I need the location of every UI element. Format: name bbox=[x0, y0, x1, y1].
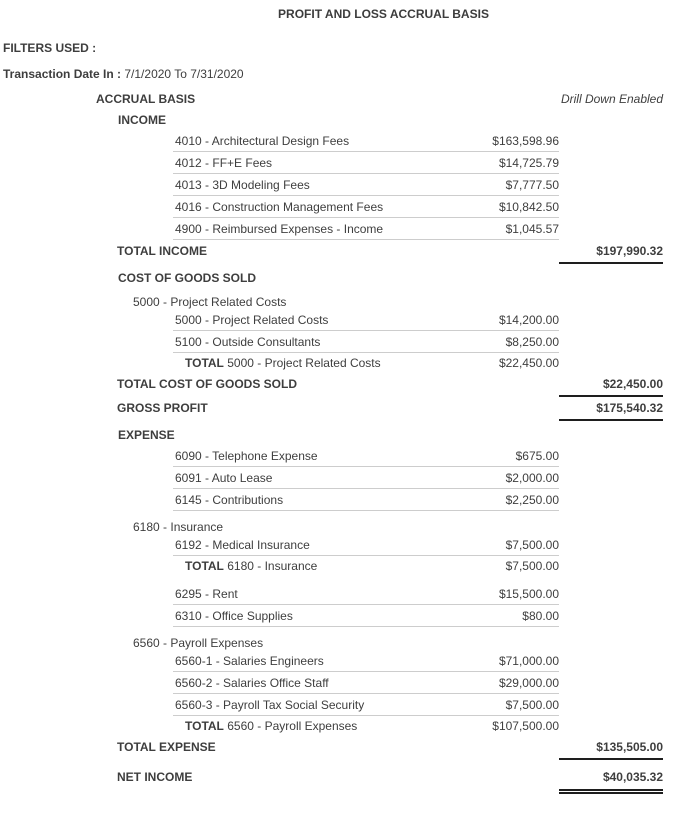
row-label bbox=[117, 244, 207, 258]
row-label bbox=[117, 770, 192, 784]
row-label bbox=[175, 335, 320, 349]
total-prefix: TOTAL bbox=[185, 719, 224, 733]
filter-value: 7/1/2020 To 7/31/2020 bbox=[124, 67, 244, 81]
account-row-6091-auto-lease[interactable] bbox=[0, 467, 687, 489]
account-row-4900-reimbursed-expenses-income[interactable] bbox=[0, 218, 687, 240]
account-row-6560-3-payroll-tax-social-security[interactable] bbox=[0, 694, 687, 716]
row-label bbox=[175, 200, 383, 214]
row-amount: $107,500.00 bbox=[492, 719, 559, 733]
row-label bbox=[175, 313, 328, 327]
row-label bbox=[175, 609, 293, 623]
account-name-text: 6192 - Medical Insurance bbox=[175, 537, 310, 552]
account-name-text: GROSS PROFIT bbox=[117, 401, 208, 415]
total-amount: $40,035.32 bbox=[602, 770, 663, 784]
account-row-4016-construction-management-fees[interactable] bbox=[0, 196, 687, 218]
account-name-text: 5000 - Project Related Costs bbox=[133, 294, 287, 309]
total-amount-cell bbox=[559, 770, 663, 794]
row-label bbox=[133, 520, 223, 534]
row-label bbox=[175, 538, 310, 552]
account-name-text: INCOME bbox=[118, 113, 166, 127]
account-name-text: 6310 - Office Supplies bbox=[175, 608, 293, 623]
section-header-income bbox=[0, 112, 687, 128]
row-amount: $22,450.00 bbox=[498, 356, 559, 370]
section-total-row-total-cost-of-goods-sold bbox=[0, 377, 687, 397]
account-group-header-6180-insurance bbox=[0, 519, 687, 534]
row-label bbox=[175, 449, 318, 463]
report-body bbox=[0, 112, 687, 794]
row-amount[interactable]: $163,598.96 bbox=[492, 133, 559, 148]
row-label bbox=[118, 428, 175, 442]
account-name-text: 6295 - Rent bbox=[175, 586, 238, 601]
page-title: PROFIT AND LOSS ACCRUAL BASIS bbox=[278, 7, 489, 21]
account-name-text: 4013 - 3D Modeling Fees bbox=[175, 177, 310, 192]
drill-down-enabled-label: Drill Down Enabled bbox=[560, 92, 663, 106]
total-amount: $22,450.00 bbox=[602, 377, 663, 391]
row-amount[interactable]: $7,777.50 bbox=[505, 177, 559, 192]
row-amount[interactable]: $10,842.50 bbox=[498, 199, 559, 214]
account-row-6560-1-salaries-engineers[interactable] bbox=[0, 650, 687, 672]
row-label bbox=[118, 113, 166, 127]
report-header-row bbox=[0, 92, 687, 106]
account-name-text: TOTAL COST OF GOODS SOLD bbox=[117, 377, 298, 391]
account-row-6192-medical-insurance[interactable] bbox=[0, 534, 687, 556]
transaction-date-filter bbox=[3, 67, 687, 81]
row-label bbox=[175, 587, 238, 601]
account-row-4013-3d-modeling-fees[interactable] bbox=[0, 174, 687, 196]
section-total-row-total-expense bbox=[0, 740, 687, 760]
section-header-cost-of-goods-sold bbox=[0, 270, 687, 286]
row-amount[interactable]: $15,500.00 bbox=[498, 586, 559, 601]
account-group-header-6560-payroll-expenses bbox=[0, 635, 687, 650]
total-amount-cell bbox=[559, 377, 663, 397]
row-label bbox=[175, 222, 383, 236]
total-prefix: TOTAL bbox=[185, 559, 224, 573]
section-header-expense bbox=[0, 427, 687, 443]
account-name-text: 5000 - Project Related Costs bbox=[227, 356, 381, 370]
row-label bbox=[175, 676, 329, 690]
row-amount[interactable]: $8,250.00 bbox=[505, 334, 559, 349]
total-amount: $197,990.32 bbox=[596, 244, 663, 258]
account-row-6310-office-supplies[interactable] bbox=[0, 605, 687, 627]
row-label bbox=[185, 356, 381, 370]
account-name-text: 6560-3 - Payroll Tax Social Security bbox=[175, 697, 365, 712]
account-row-6295-rent[interactable] bbox=[0, 583, 687, 605]
net-income-row-net-income bbox=[0, 770, 687, 794]
account-name-text: TOTAL EXPENSE bbox=[117, 740, 216, 754]
total-prefix: TOTAL bbox=[185, 356, 224, 370]
section-total-row-gross-profit bbox=[0, 401, 687, 421]
account-name-text: 5000 - Project Related Costs bbox=[175, 312, 329, 327]
account-name-text: 4012 - FF+E Fees bbox=[175, 155, 273, 170]
row-label bbox=[175, 654, 324, 668]
group-total-row-6180-insurance bbox=[0, 556, 687, 576]
total-amount-cell bbox=[559, 244, 663, 264]
account-name-text: 5100 - Outside Consultants bbox=[175, 334, 321, 349]
account-row-6145-contributions[interactable] bbox=[0, 489, 687, 511]
row-label bbox=[175, 134, 349, 148]
account-name-text: 6560-1 - Salaries Engineers bbox=[175, 653, 324, 668]
account-row-4010-architectural-design-fees[interactable] bbox=[0, 130, 687, 152]
total-amount: $135,505.00 bbox=[596, 740, 663, 754]
row-amount[interactable]: $2,250.00 bbox=[505, 492, 559, 507]
row-amount[interactable]: $7,500.00 bbox=[505, 537, 559, 552]
row-label bbox=[118, 271, 256, 285]
row-label bbox=[117, 401, 208, 415]
row-amount[interactable]: $7,500.00 bbox=[505, 697, 559, 712]
account-name-text: 6180 - Insurance bbox=[133, 519, 224, 534]
row-label bbox=[117, 377, 297, 391]
account-row-6090-telephone-expense[interactable] bbox=[0, 445, 687, 467]
account-name-text: 6560-2 - Salaries Office Staff bbox=[175, 675, 329, 690]
account-name-text: 6560 - Payroll Expenses bbox=[133, 635, 264, 650]
account-name-text: 4010 - Architectural Design Fees bbox=[175, 133, 350, 148]
row-amount[interactable]: $71,000.00 bbox=[498, 653, 559, 668]
row-label bbox=[175, 471, 272, 485]
row-amount: $7,500.00 bbox=[505, 559, 559, 573]
account-name-text: 6090 - Telephone Expense bbox=[175, 448, 318, 463]
row-amount[interactable]: $14,725.79 bbox=[498, 155, 559, 170]
account-row-4012-ff-e-fees[interactable] bbox=[0, 152, 687, 174]
row-amount[interactable]: $675.00 bbox=[515, 448, 559, 463]
row-amount[interactable]: $14,200.00 bbox=[498, 312, 559, 327]
account-row-5000-project-related-costs[interactable] bbox=[0, 309, 687, 331]
account-name-text: 6180 - Insurance bbox=[227, 559, 318, 573]
row-label bbox=[175, 156, 272, 170]
row-amount[interactable]: $1,045.57 bbox=[505, 221, 559, 236]
account-name-text: NET INCOME bbox=[117, 770, 193, 784]
filters-used-heading: FILTERS USED : bbox=[3, 41, 97, 55]
row-label bbox=[175, 493, 283, 507]
row-label bbox=[185, 559, 317, 573]
account-name-text: 6145 - Contributions bbox=[175, 492, 284, 507]
account-name-text: 4900 - Reimbursed Expenses - Income bbox=[175, 221, 384, 236]
total-amount-cell bbox=[559, 740, 663, 760]
accrual-basis-label: ACCRUAL BASIS bbox=[96, 92, 196, 106]
account-name-text: COST OF GOODS SOLD bbox=[118, 271, 257, 285]
account-name-text: TOTAL INCOME bbox=[117, 244, 207, 258]
row-amount[interactable]: $2,000.00 bbox=[505, 470, 559, 485]
row-label bbox=[133, 295, 286, 309]
group-total-row-6560-payroll-expenses bbox=[0, 716, 687, 736]
account-name-text: 4016 - Construction Management Fees bbox=[175, 199, 384, 214]
account-name-text: 6560 - Payroll Expenses bbox=[227, 719, 358, 733]
row-label bbox=[185, 719, 357, 733]
group-total-row-5000-project-related-costs bbox=[0, 353, 687, 373]
row-amount[interactable]: $80.00 bbox=[522, 608, 559, 623]
account-name-text: EXPENSE bbox=[118, 428, 175, 442]
row-label bbox=[175, 178, 310, 192]
total-amount-cell bbox=[559, 401, 663, 421]
account-row-5100-outside-consultants[interactable] bbox=[0, 331, 687, 353]
row-label bbox=[117, 740, 216, 754]
row-amount[interactable]: $29,000.00 bbox=[498, 675, 559, 690]
account-row-6560-2-salaries-office-staff[interactable] bbox=[0, 672, 687, 694]
total-amount: $175,540.32 bbox=[596, 401, 663, 415]
account-name-text: 6091 - Auto Lease bbox=[175, 470, 273, 485]
account-group-header-5000-project-related-costs bbox=[0, 294, 687, 309]
section-total-row-total-income bbox=[0, 244, 687, 264]
filter-label: Transaction Date In : bbox=[3, 67, 122, 81]
row-label bbox=[175, 698, 364, 712]
row-label bbox=[133, 636, 263, 650]
